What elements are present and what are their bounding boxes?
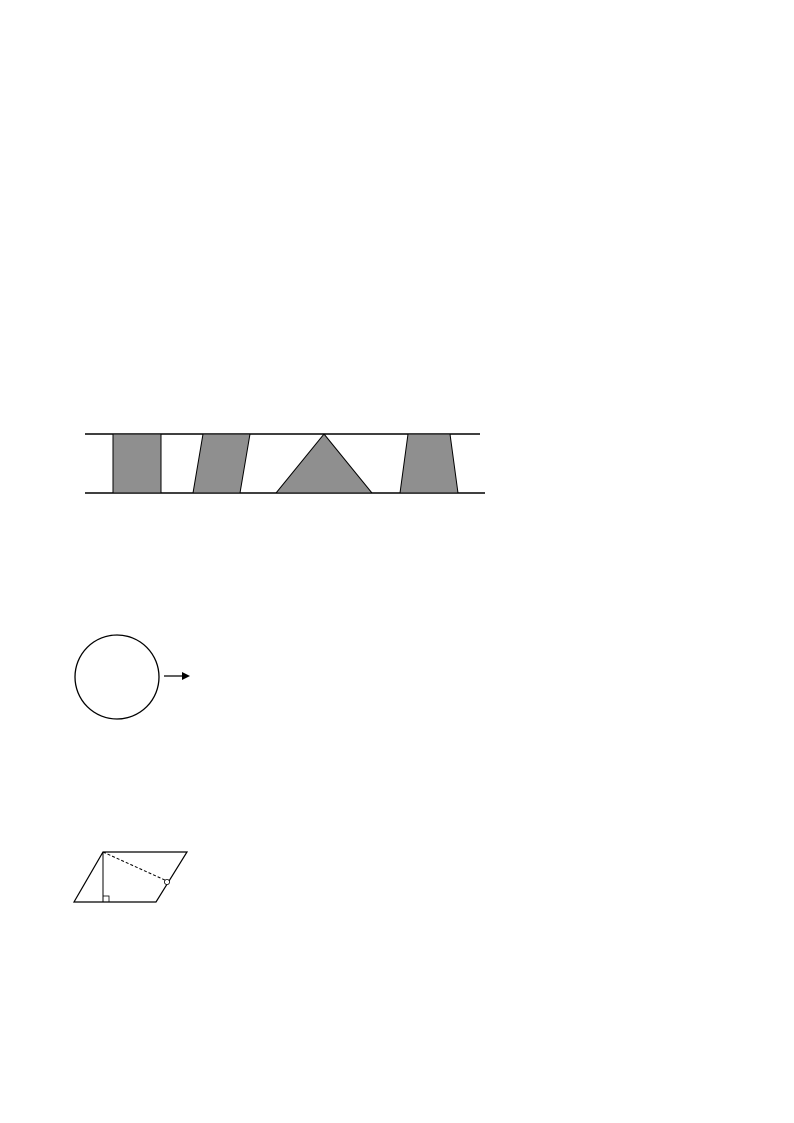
q3-figure bbox=[72, 632, 317, 724]
q2-shape-c-triangle bbox=[276, 434, 372, 493]
q4-figure bbox=[70, 834, 200, 909]
q4-right-angle-mark bbox=[103, 896, 109, 902]
q3-circle bbox=[75, 635, 159, 719]
q2-shape-a-rectangle bbox=[113, 434, 161, 493]
q4-diagonal-dashed bbox=[103, 852, 167, 881]
q2-figure bbox=[80, 413, 490, 513]
q2-shape-d-trapezoid bbox=[400, 434, 458, 493]
q2-shape-b-parallelogram bbox=[193, 434, 250, 493]
q4-parallelogram bbox=[74, 852, 187, 902]
q4-foot-mark bbox=[164, 879, 169, 884]
q3-arrow-icon bbox=[182, 672, 190, 680]
